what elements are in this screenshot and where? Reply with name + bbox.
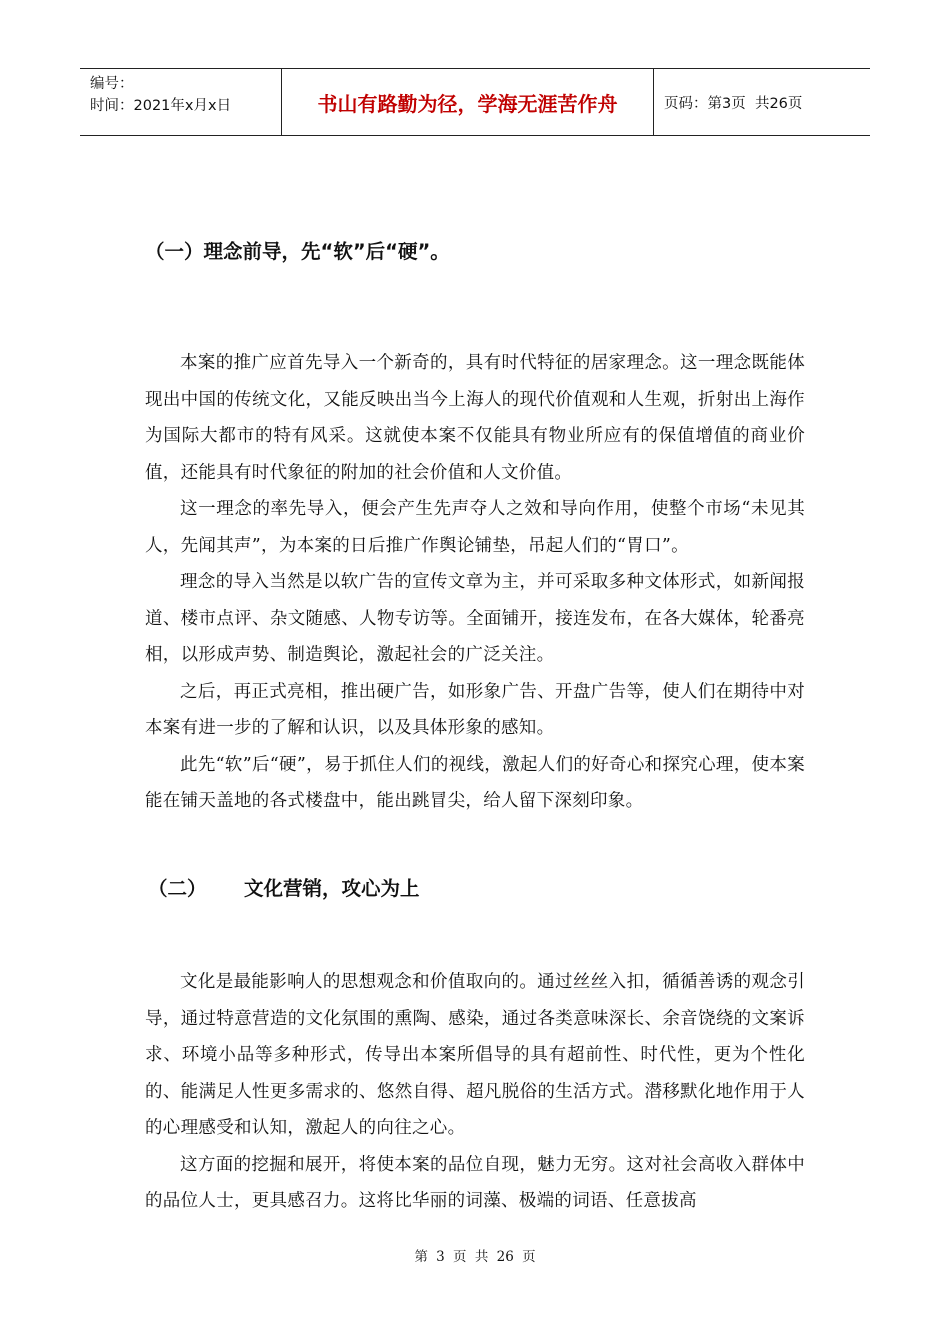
paragraph: 文化是最能影响人的思想观念和价值取向的。通过丝丝入扣，循循善诱的观念引导，通过特意营造的文化氛围的熏陶、感染，通过各类意味深长、余音饶绕的文案诉求、环境小品等多种形式，传导出本案所倡导的具有超前性、时代性，更为个性化的、能满足人性更多需求的、悠然自得、超凡脱俗的生活方式。潜移默化地作用于人的心理感受和认知，激起人的向往之心。	[145, 972, 805, 1138]
paragraph: 此先“软”后“硬”，易于抓住人们的视线，激起人们的好奇心和探究心理，使本案能在铺天盖地的各式楼盘中，能出跳冒尖，给人留下深刻印象。	[145, 754, 805, 811]
document-date: 时间：2021年x月x日	[90, 98, 232, 114]
paragraph: 这方面的挖掘和展开，将使本案的品位自现，魅力无穷。这对社会高收入群体中的品位人士，更具感召力。这将比华丽的词藻、极端的词语、任意拔高	[145, 1154, 805, 1211]
document-body	[145, 228, 805, 1211]
section-2-heading	[148, 873, 420, 901]
header-meta	[80, 69, 282, 135]
section-2-body	[145, 964, 805, 1220]
paragraph: 理念的导入当然是以软广告的宣传文章为主，并可采取多种文体形式，如新闻报道、楼市点评、杂文随感、人物专访等。全面铺开，接连发布，在各大媒体，轮番亮相，以形成声势、制造舆论，激起社会的广泛关注。	[145, 572, 805, 665]
page-header	[80, 68, 870, 136]
section-1-heading: （一）理念前导，先“软”后“硬”。	[145, 240, 450, 263]
header-motto: 书山有路勤为径，学海无涯苦作舟	[282, 69, 654, 135]
document-number-label: 编号：	[90, 76, 134, 92]
section-1-body	[145, 345, 805, 820]
section-2-title: 文化营销，攻心为上	[244, 877, 420, 900]
section-2-number: （二）	[148, 877, 207, 900]
header-page-number: 页码：第3页 共26页	[664, 95, 803, 112]
page-footer: 第 3 页 共 26 页	[414, 1249, 536, 1265]
paragraph: 这一理念的率先导入，便会产生先声夺人之效和导向作用，使整个市场“未见其人，先闻其声”，为本案的日后推广作舆论铺垫，吊起人们的“胃口”。	[145, 499, 805, 556]
header-page-info	[654, 69, 870, 135]
paragraph: 之后，再正式亮相，推出硬广告，如形象广告、开盘广告等，使人们在期待中对本案有进一步的了解和认识，以及具体形象的感知。	[145, 681, 805, 738]
paragraph: 本案的推广应首先导入一个新奇的，具有时代特征的居家理念。这一理念既能体现出中国的传统文化，又能反映出当今上海人的现代价值观和人生观，折射出上海作为国际大都市的特有风采。这就使本案不仅能具有物业所应有的保值增值的商业价值，还能具有时代象征的附加的社会价值和人文价值。	[145, 353, 805, 483]
